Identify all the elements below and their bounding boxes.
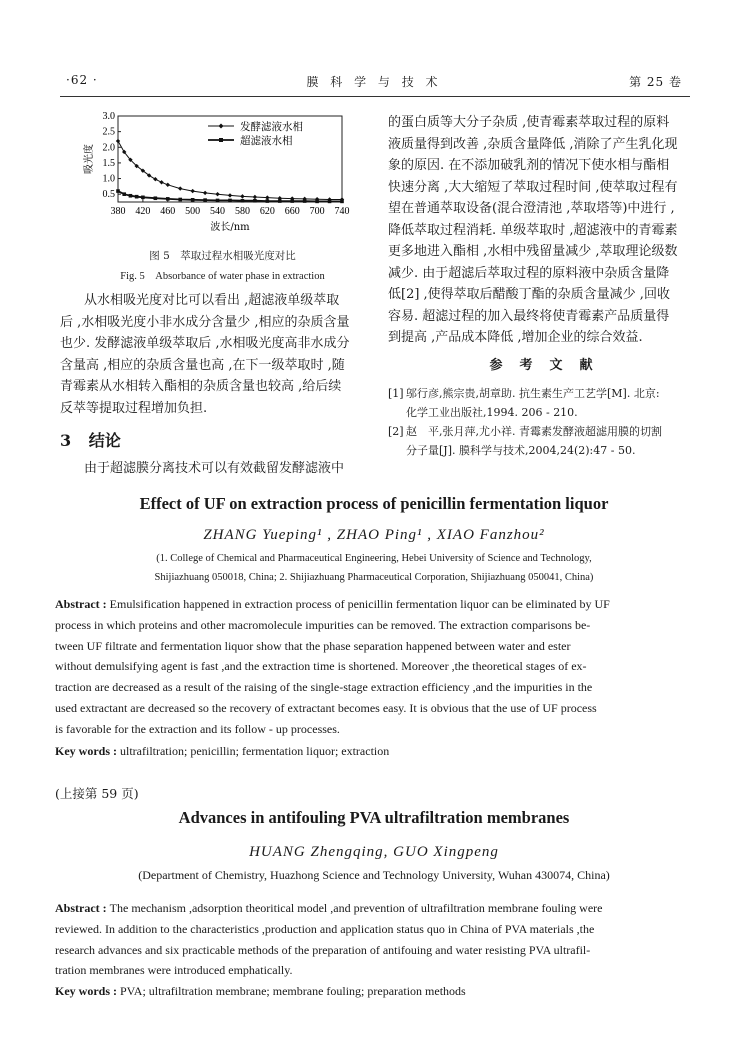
y-axis-label: 吸光度 — [84, 144, 95, 174]
data-point — [159, 180, 163, 184]
y-tick-label: 1.0 — [102, 173, 115, 185]
article-2-affiliation: (Department of Chemistry, Huazhong Science and Technology University, Wuhan 430074, China) — [138, 868, 610, 882]
data-point — [116, 139, 120, 143]
series-line — [118, 141, 342, 200]
right-paragraph-line: 更多地进入酯相 ,水相中残留量减少 ,萃取理论级数 — [388, 244, 678, 259]
right-paragraph-line: 容易. 超滤过程的加入最终将使青霉素产品质量得 — [388, 308, 670, 324]
data-point — [216, 199, 220, 203]
x-tick-label: 580 — [234, 206, 250, 217]
article-1-abstract — [55, 594, 695, 740]
right-paragraph-line: 象的原因. 在不添加破乳剂的情况下使水相与酯相 — [388, 158, 670, 173]
page-number: ·62 · — [66, 73, 98, 87]
article-1-affiliation-line-2: Shijiazhuang 050018, China; 2. Shijiazhuang Pharmaceutical Corporation, Shijiazhuang 050041, China) — [154, 572, 594, 583]
x-tick-label: 380 — [110, 206, 126, 217]
y-tick-label: 0.5 — [102, 189, 115, 201]
right-paragraph-line: 液质量得到改善 ,杂质含量降低 ,消除了产生乳化现 — [388, 136, 678, 152]
data-point — [241, 199, 245, 203]
y-tick-label: 3.0 — [102, 111, 115, 122]
continued-from-note: (上接第 59 页) — [55, 786, 139, 801]
x-tick-label: 540 — [210, 206, 226, 217]
reference-number: [2] — [388, 425, 404, 438]
data-point — [266, 199, 270, 203]
keywords-text: PVA; ultrafiltration membrane; membrane fouling; preparation methods — [120, 984, 466, 998]
keywords-text: ultrafiltration; penicillin; fermentation liquor; extraction — [120, 744, 390, 758]
article-2-title: Advances in antifouling PVA ultrafiltration membranes — [178, 808, 570, 827]
right-paragraph-line: 降低萃取过程消耗. 单级萃取时 ,超滤液中的青霉素 — [388, 222, 678, 238]
article-2-abstract — [55, 898, 695, 981]
x-tick-label: 660 — [284, 206, 300, 217]
x-tick-label: 420 — [135, 206, 151, 217]
data-point — [178, 198, 182, 202]
article-1-keywords — [55, 741, 695, 762]
abstract-line: research advances and six practicable methods of the preparation of antifouing and water resisting PVA ultrafil- — [55, 942, 591, 957]
right-paragraph — [388, 112, 696, 349]
references-list — [388, 384, 698, 460]
data-point — [240, 194, 244, 198]
data-point — [215, 192, 219, 196]
data-point — [328, 200, 332, 204]
legend-marker — [219, 124, 224, 129]
left-paragraph-line: 也少. 发酵滤液单级萃取后 ,水相吸光度高非水成分 — [60, 336, 350, 351]
left-paragraph-line: 从水相吸光度对比可以看出 ,超滤液单级萃取 — [84, 293, 340, 308]
data-point — [122, 192, 126, 196]
figure-caption-zh: 图 5 萃取过程水相吸光度对比 — [149, 250, 296, 262]
reference-number: [1] — [388, 387, 404, 400]
data-point — [116, 189, 120, 193]
data-point — [340, 200, 344, 204]
article-1-affiliation-line-1: (1. College of Chemical and Pharmaceutical Engineering, Hebei University of Science and Technology, — [156, 553, 592, 564]
data-point — [303, 199, 307, 203]
abstract-line: Abstract : Emulsification happened in extraction process of penicillin fermentation liquor can be eliminated by UF — [55, 597, 610, 611]
article-2-authors: HUANG Zhengqing, GUO Xingpeng — [249, 844, 499, 860]
plot-frame — [118, 116, 342, 202]
data-point — [253, 195, 257, 199]
data-point — [166, 183, 170, 187]
right-paragraph-line: 快速分离 ,大大缩短了萃取过程时间 ,使萃取过程有 — [388, 179, 678, 195]
article-1-title: Effect of UF on extraction process of penicillin fermentation liquor — [139, 494, 609, 513]
abstract-line: process in which proteins and other macromolecule impurities can be removed. The extraction comparisons be- — [55, 617, 591, 632]
abstract-label: Abstract : — [55, 597, 110, 611]
abstract-line: reviewed. In addition to the characteristics ,production and application status quo in China of PVA materials ,the — [55, 921, 595, 936]
left-paragraph-line: 青霉素从水相转入酯相的杂质含量也较高 ,给后续 — [60, 379, 342, 394]
right-paragraph-line: 到提高 ,产品成本降低 ,增加企业的综合效益. — [388, 330, 643, 345]
section-heading — [60, 428, 121, 451]
data-point — [253, 199, 257, 203]
keywords-label: Key words : — [55, 984, 117, 998]
x-tick-label: 460 — [160, 206, 176, 217]
x-tick-label: 740 — [334, 206, 350, 217]
references-heading: 参 考 文 献 — [489, 358, 595, 373]
legend-label: 发酵滤液水相 — [240, 121, 303, 133]
article-1-authors: ZHANG Yueping¹ , ZHAO Ping¹ , XIAO Fanzhou² — [203, 527, 545, 543]
reference-text: 邬行彦,熊宗贵,胡章助. 抗生素生产工艺学[M]. 北京: — [406, 387, 660, 400]
data-point — [154, 196, 158, 200]
right-paragraph-line: 低[2] ,使得萃取后醋酸丁酯的杂质含量减少 ,回收 — [388, 287, 670, 302]
data-point — [135, 195, 139, 199]
right-paragraph-line: 的蛋白质等大分子杂质 ,使青霉素萃取过程的原料 — [388, 115, 670, 130]
data-point — [153, 177, 157, 181]
abstract-line: is favorable for the extraction and its follow - up processes. — [55, 721, 340, 736]
journal-name: 膜 科 学 与 技 术 — [306, 75, 442, 89]
reference-text-continued: 化学工业出版社,1994. 206 - 210. — [406, 406, 578, 419]
data-point — [191, 198, 195, 202]
y-tick-label: 2.0 — [102, 142, 115, 154]
abstract-line: tration membranes were introduced emphatically. — [55, 963, 293, 978]
data-point — [290, 199, 294, 203]
section-number: 3 — [60, 431, 72, 450]
x-tick-label: 500 — [185, 206, 201, 217]
data-point — [228, 193, 232, 197]
data-point — [141, 196, 145, 200]
abstract-line: tween UF filtrate and fermentation liquor show that the phase separation happened between water and ester — [55, 638, 571, 653]
left-paragraph-1 — [60, 290, 380, 419]
keywords-label: Key words : — [55, 744, 117, 758]
left-paragraph-line: 后 ,水相吸光度小非水成分含量少 ,相应的杂质含量 — [60, 314, 350, 330]
reference-text: 赵 平,张月萍,尤小祥. 青霉素发酵液超滤用膜的切割 — [406, 425, 662, 438]
legend-label: 超滤液水相 — [240, 135, 293, 147]
article-2-keywords — [55, 981, 695, 1002]
data-point — [190, 189, 194, 193]
data-point — [129, 194, 133, 198]
x-tick-label: 700 — [309, 206, 325, 217]
left-paragraph-line: 反萃等提取过程增加负担. — [60, 400, 208, 416]
data-point — [265, 195, 269, 199]
abstract-line: used extractant are decreased so the recovery of extractant becomes easy. It is obvious that the use of UF process — [55, 700, 597, 715]
y-tick-label: 2.5 — [102, 126, 115, 138]
left-paragraph-line: 含量高 ,相应的杂质含量也高 ,在下一级萃取时 ,随 — [60, 357, 345, 373]
volume-number: 第 25 卷 — [629, 75, 682, 89]
data-point — [228, 199, 232, 203]
right-paragraph-line: 望在普通萃取设备(混合澄清池 ,萃取塔等)中进行 , — [388, 201, 675, 216]
figure-caption-en: Fig. 5 Absorbance of water phase in extraction — [120, 271, 325, 282]
data-point — [166, 197, 170, 201]
legend-marker — [219, 138, 223, 142]
abstract-line: Abstract : The mechanism ,adsorption theoritical model ,and prevention of ultrafiltration membrane fouling were — [55, 901, 603, 915]
abstract-label: Abstract : — [55, 901, 110, 915]
reference-item — [388, 384, 698, 403]
reference-item — [388, 422, 698, 441]
section-title: 结论 — [88, 431, 121, 450]
data-point — [203, 191, 207, 195]
right-paragraph-line: 减少. 由于超滤后萃取过程的原料液中杂质含量降 — [388, 265, 670, 281]
data-point — [203, 198, 207, 202]
x-axis-label: 波长/nm — [210, 222, 250, 233]
data-point — [178, 186, 182, 190]
data-point — [278, 199, 282, 203]
abstract-line: traction are decreased as a result of the raising of the single-stage extraction efficiency ,and the impurities in the — [55, 680, 593, 695]
x-tick-label: 620 — [259, 206, 275, 217]
reference-text-continued: 分子量[J]. 膜科学与技术,2004,24(2):47 - 50. — [406, 444, 636, 457]
data-point — [315, 200, 319, 204]
abstract-line: without demulsifying agent is fast ,and the extraction time is shortened. Moreover ,the theoretical stages of ex- — [55, 659, 587, 674]
left-paragraph-2: 由于超滤膜分离技术可以有效截留发酵滤液中 — [84, 461, 345, 476]
y-tick-label: 1.5 — [102, 157, 115, 169]
absorbance-chart — [72, 108, 362, 248]
header-rule — [60, 96, 690, 97]
